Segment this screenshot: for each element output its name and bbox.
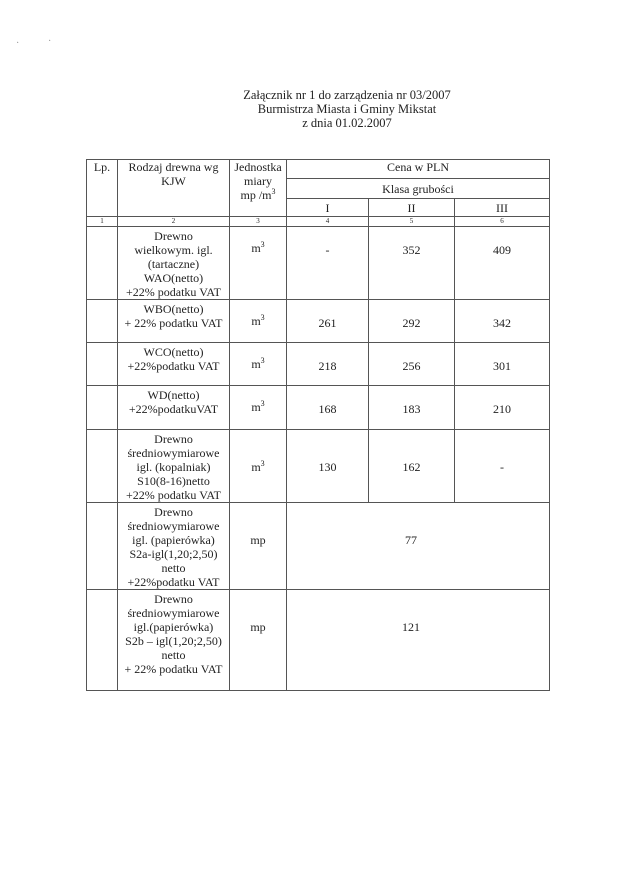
row-unit: $m^3$	[230, 386, 287, 430]
row-lp	[87, 430, 118, 503]
table-row	[87, 590, 550, 691]
table-row	[87, 227, 550, 300]
row-price-iii: 409	[455, 227, 550, 300]
colnum: 6	[455, 217, 550, 227]
colnum: 2	[118, 217, 230, 227]
row-desc: Drewno średniowymiarowe igl. (kopalniak) S10(8-16)netto +22% podatku VAT	[118, 430, 230, 503]
header-rodzaj: Rodzaj drewna wg KJW	[118, 160, 230, 217]
row-price-iii: 301	[455, 343, 550, 386]
row-price-i: 261	[287, 300, 369, 343]
row-price-ii: 162	[369, 430, 455, 503]
row-unit: $m^3$	[230, 300, 287, 343]
header-line-2: Burmistrza Miasta i Gminy Mikstat	[257, 102, 437, 116]
row-price-iii: 342	[455, 300, 550, 343]
row-desc: WD(netto) +22%podatkuVAT	[118, 386, 230, 430]
row-price-merged: 77	[287, 503, 550, 590]
header-class-ii: II	[369, 199, 455, 217]
colnum: 1	[87, 217, 118, 227]
scan-dot: ·	[48, 36, 52, 47]
row-unit: $m^3$	[230, 227, 287, 300]
colnum: 3	[230, 217, 287, 227]
row-price-i: -	[287, 227, 369, 300]
header-klasa: Klasa grubości	[287, 179, 550, 199]
row-desc: WBO(netto) + 22% podatku VAT	[118, 300, 230, 343]
colnum: 4	[287, 217, 369, 227]
row-lp	[87, 386, 118, 430]
price-table	[86, 159, 550, 691]
row-lp	[87, 227, 118, 300]
header-class-i: I	[287, 199, 369, 217]
header-lp: Lp.	[87, 160, 118, 217]
row-price-iii: -	[455, 430, 550, 503]
header-line-3: z dnia 01.02.2007	[302, 116, 392, 130]
table-row	[87, 300, 550, 343]
row-price-ii: 256	[369, 343, 455, 386]
row-price-i: 218	[287, 343, 369, 386]
row-desc: Drewno średniowymiarowe igl.(papierówka) S2b – igl(1,20;2,50) netto + 22% podatku VAT	[118, 590, 230, 691]
row-lp	[87, 300, 118, 343]
table-row	[87, 386, 550, 430]
row-price-ii: 292	[369, 300, 455, 343]
row-desc: WCO(netto) +22%podatku VAT	[118, 343, 230, 386]
row-desc: Drewno średniowymiarowe igl. (papierówka) S2a-igl(1,20;2,50) netto +22%podatku VAT	[118, 503, 230, 590]
colnum: 5	[369, 217, 455, 227]
row-desc: Drewno wielkowym. igl. (tartaczne) WAO(netto) +22% podatku VAT	[118, 227, 230, 300]
header-line-1: Załącznik nr 1 do zarządzenia nr 03/2007	[243, 88, 451, 102]
row-unit: $m^3$	[230, 343, 287, 386]
row-unit: $m^3$	[230, 430, 287, 503]
row-lp	[87, 590, 118, 691]
row-unit: mp	[230, 503, 287, 590]
row-price-ii: 183	[369, 386, 455, 430]
row-price-i: 168	[287, 386, 369, 430]
table-row	[87, 343, 550, 386]
row-lp	[87, 343, 118, 386]
header-class-iii: III	[455, 199, 550, 217]
row-lp	[87, 503, 118, 590]
table-row	[87, 503, 550, 590]
row-price-ii: 352	[369, 227, 455, 300]
row-unit: mp	[230, 590, 287, 691]
row-price-i: 130	[287, 430, 369, 503]
column-number-row	[87, 217, 550, 227]
header-cena: Cena w PLN	[287, 160, 550, 179]
document-header	[0, 88, 638, 130]
table-row	[87, 430, 550, 503]
row-price-merged: 121	[287, 590, 550, 691]
row-price-iii: 210	[455, 386, 550, 430]
header-jednostka: Jednostka miary mp $/m^3$	[230, 160, 287, 217]
scan-dot: ·	[16, 38, 20, 49]
